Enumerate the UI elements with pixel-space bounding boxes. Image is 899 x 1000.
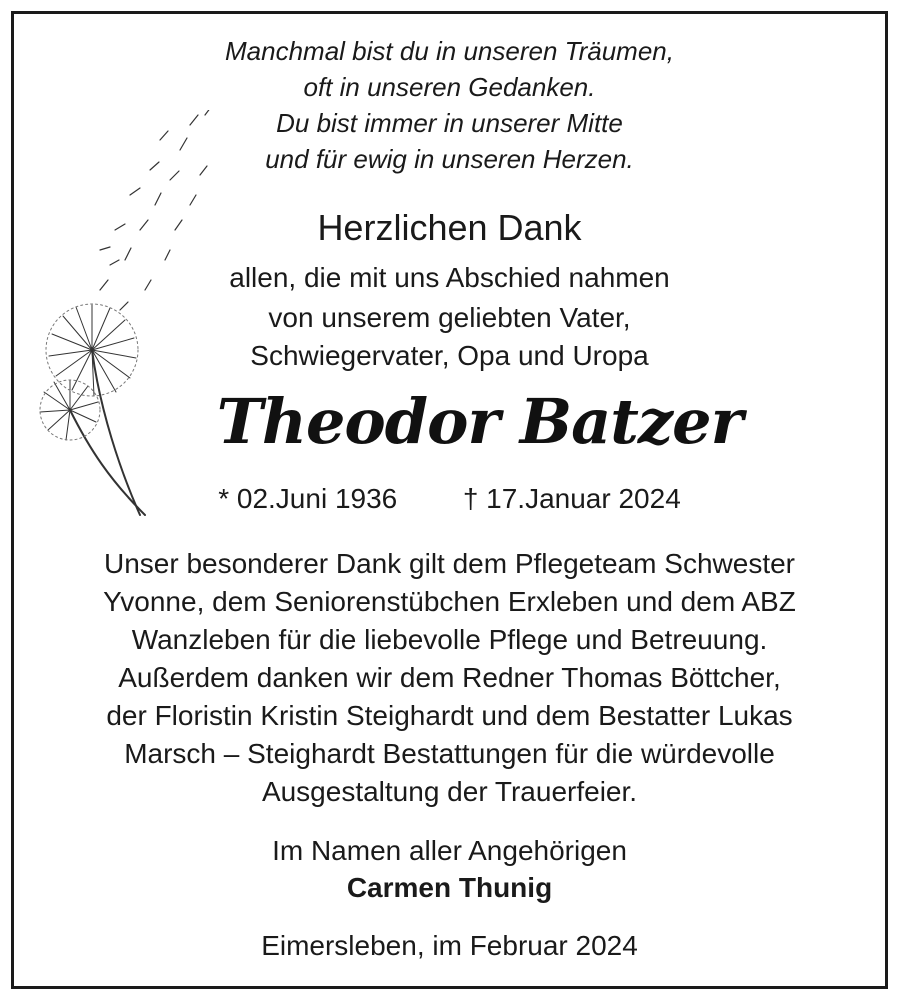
thanks-line: der Floristin Kristin Steighardt und dem Bestatter Lukas xyxy=(106,700,793,731)
signature-name: Carmen Thunig xyxy=(346,872,553,903)
deceased-name: Theodor Batzer xyxy=(216,385,743,458)
signature-line: Im Namen aller Angehörigen xyxy=(272,835,627,866)
thanks-line: Unser besonderer Dank gilt dem Pflegeteam Schwester xyxy=(103,548,795,579)
thanks-line: Außerdem danken wir dem Redner Thomas Böttcher, xyxy=(118,662,781,693)
poem-line: und für ewig in unseren Herzen. xyxy=(265,144,634,174)
birth-date: * 02.Juni 1936 xyxy=(218,483,398,514)
death-date: † 17.Januar 2024 xyxy=(462,483,681,514)
intro-line: allen, die mit uns Abschied nahmen xyxy=(229,262,670,293)
thanks-line: Ausgestaltung der Trauerfeier. xyxy=(261,776,638,807)
place-date: Eimersleben, im Februar 2024 xyxy=(261,930,638,961)
poem-line: oft in unseren Gedanken. xyxy=(303,72,596,102)
poem-line: Manchmal bist du in unseren Träumen, xyxy=(225,36,674,66)
intro-line: von unserem geliebten Vater, xyxy=(268,302,631,333)
thanks-line: Yvonne, dem Seniorenstübchen Erxleben und dem ABZ xyxy=(103,586,796,617)
poem-line: Du bist immer in unserer Mitte xyxy=(276,108,623,138)
intro-line: Schwiegervater, Opa und Uropa xyxy=(250,340,649,371)
dates-row xyxy=(0,483,899,515)
thanks-line: Wanzleben für die liebevolle Pflege und Betreuung. xyxy=(131,624,768,655)
thanks-line: Marsch – Steighardt Bestattungen für die würdevolle xyxy=(124,738,775,769)
heading-dank: Herzlichen Dank xyxy=(317,207,582,248)
